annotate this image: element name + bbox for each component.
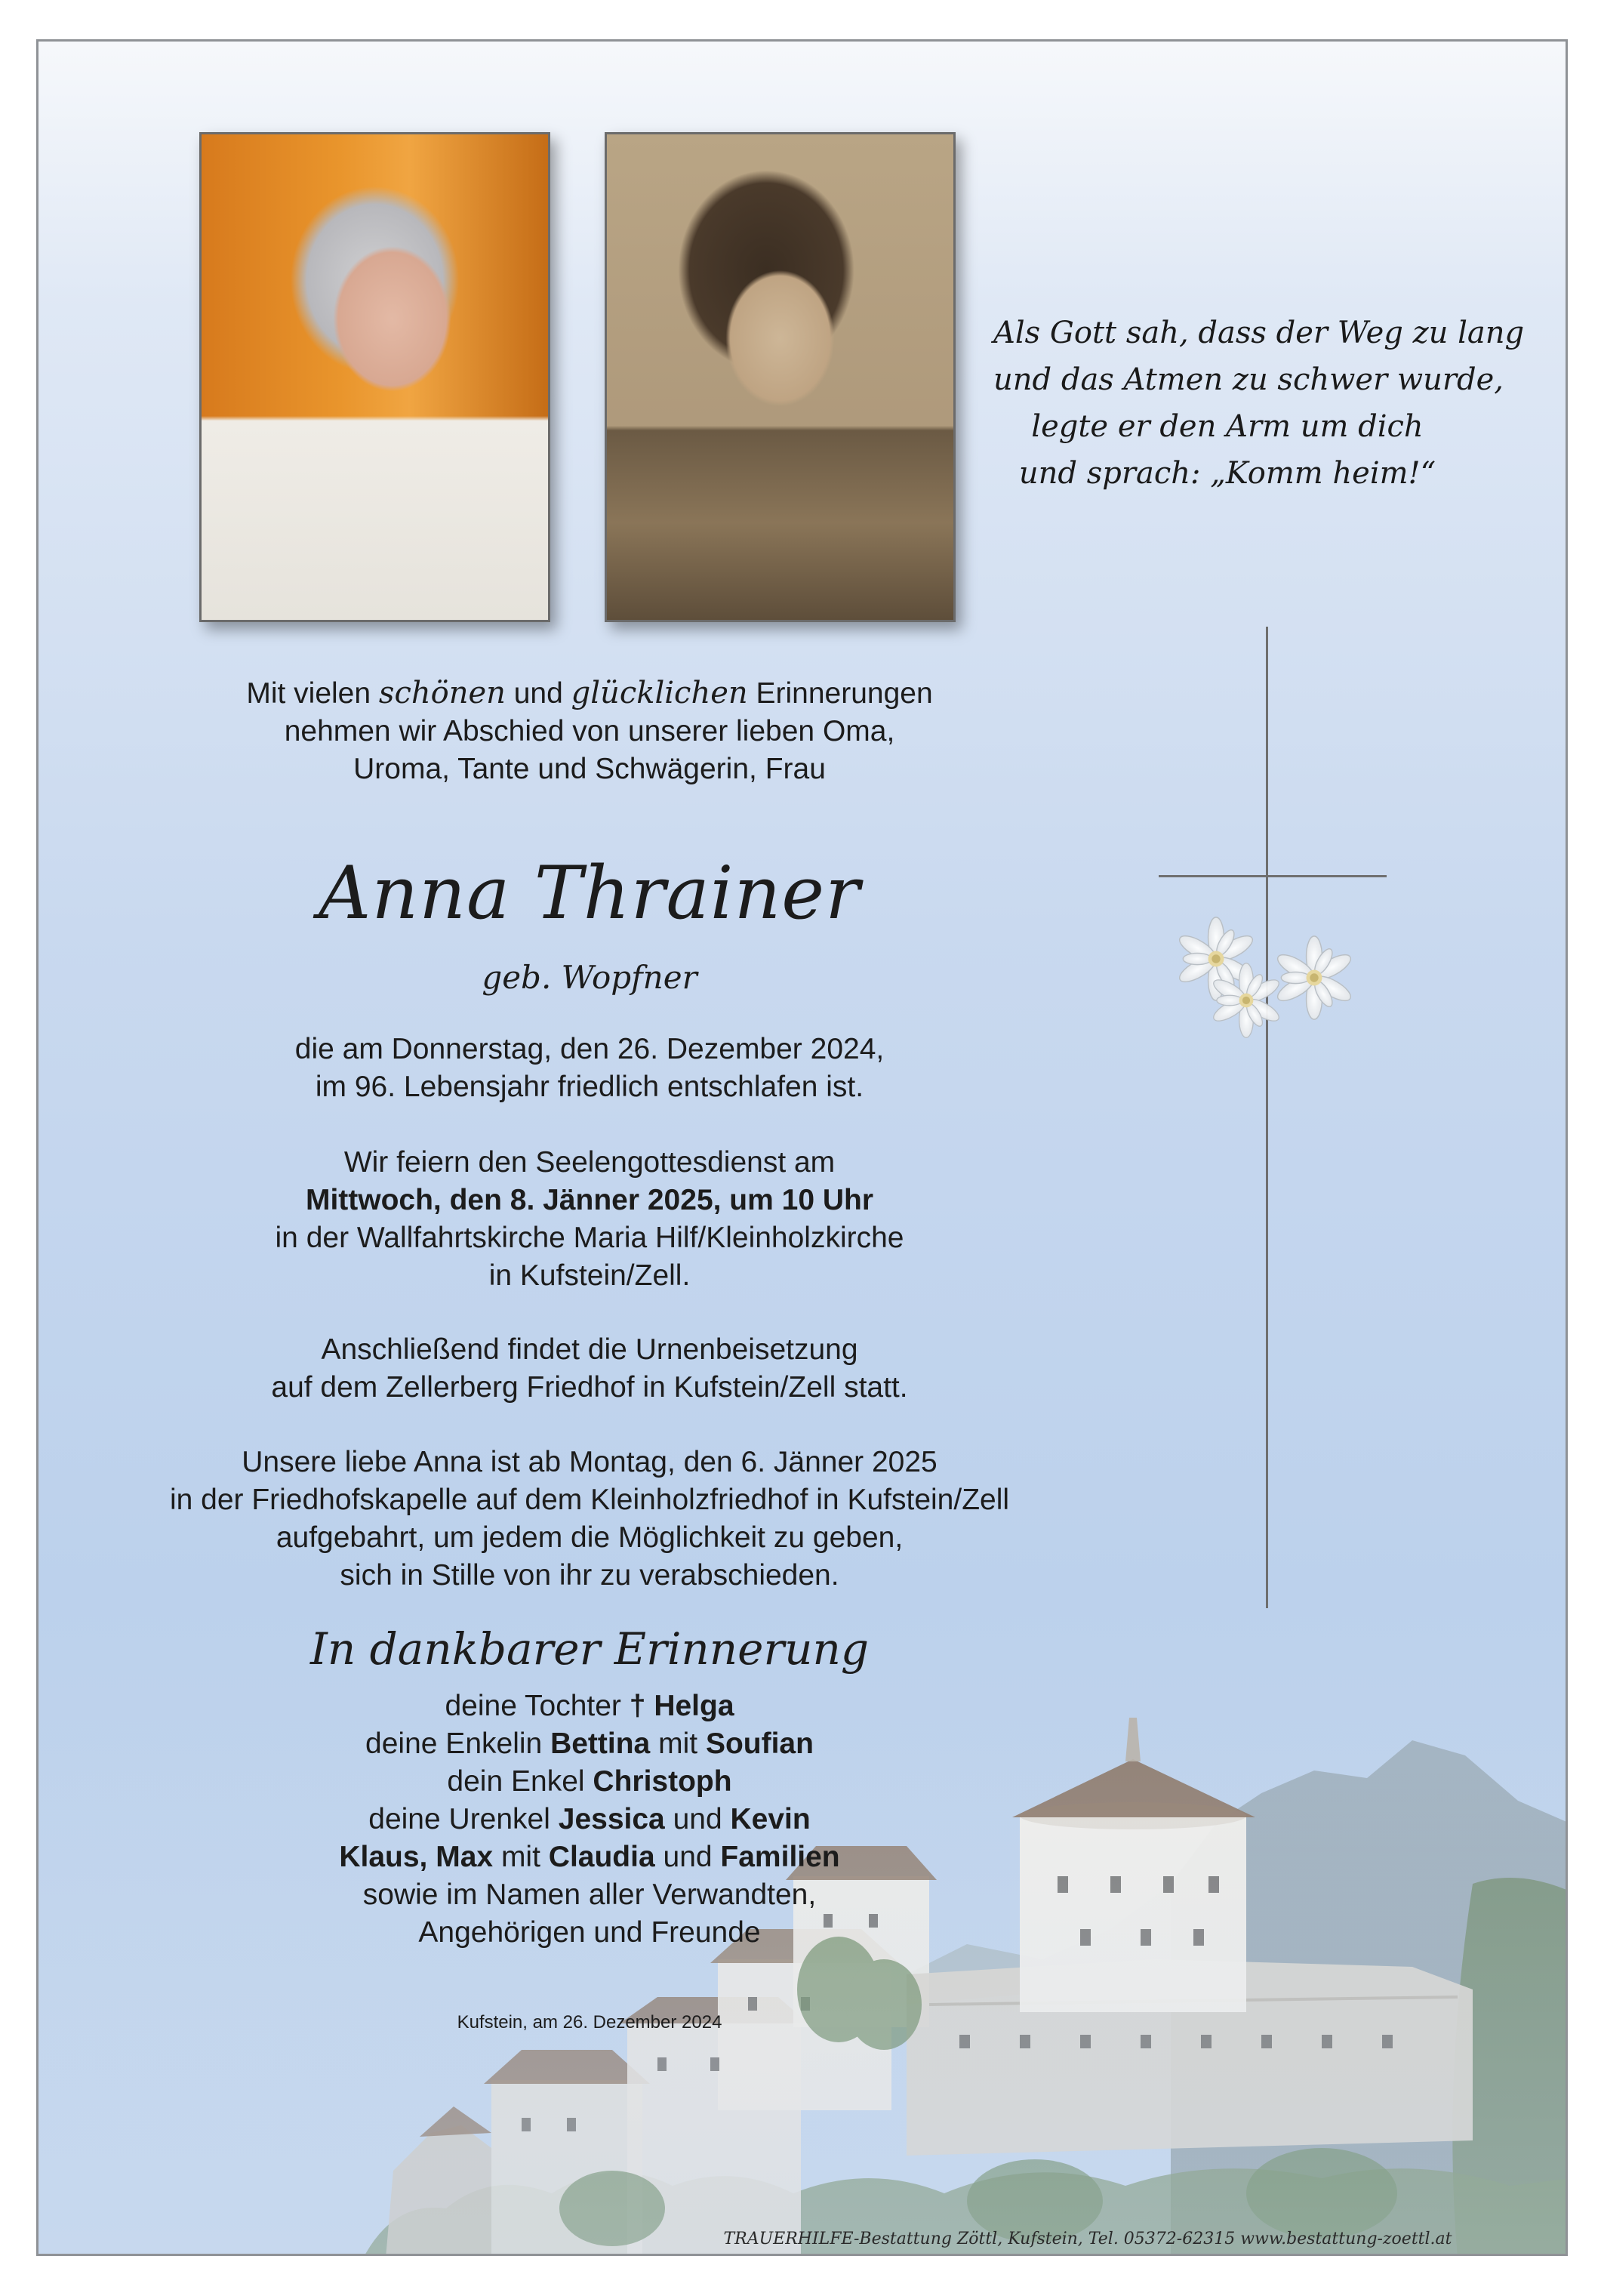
cross-vertical-bar <box>1266 627 1268 1608</box>
mourner-name: Jessica <box>558 1803 665 1835</box>
obituary-card <box>36 39 1568 2256</box>
death-paragraph <box>106 1031 1073 1106</box>
mourner-name: Klaus, Max <box>339 1841 494 1873</box>
service-line: in Kufstein/Zell. <box>488 1259 691 1292</box>
service-paragraph <box>106 1144 1073 1295</box>
viewing-line: aufgebahrt, um jedem die Möglichkeit zu geben, <box>276 1521 904 1554</box>
mourner-text: dein Enkel <box>447 1765 585 1798</box>
mourner-text: sowie im Namen aller Verwandten, <box>362 1878 817 1911</box>
mourner-text: Angehörigen und Freunde <box>418 1916 761 1949</box>
verse-line: legte er den Arm um dich <box>1031 409 1424 444</box>
mourner-name: Kevin <box>730 1803 811 1835</box>
intro-word: Erinnerungen <box>756 677 933 710</box>
viewing-line: sich in Stille von ihr zu verabschieden. <box>340 1559 839 1592</box>
mourners-heading: In dankbarer Erinnerung <box>309 1623 870 1675</box>
intro-emphasis: schönen <box>378 676 506 710</box>
service-line: in der Wallfahrtskirche Maria Hilf/Kleinholzkirche <box>275 1222 904 1254</box>
funeral-home-footer: TRAUERHILFE-Bestattung Zöttl, Kufstein, Tel. 05372-62315 www.bestattung-zoettl.at <box>723 2230 1452 2248</box>
birth-name: geb. Wopfner <box>482 959 697 996</box>
mourner-text: deine Enkelin <box>365 1727 543 1760</box>
burial-line: Anschließend findet die Urnenbeisetzung <box>321 1333 858 1366</box>
mourner-text: mit <box>500 1841 540 1873</box>
mourner-text: und <box>673 1803 722 1835</box>
mourner-name: Helga <box>654 1690 734 1722</box>
mourner-text: und <box>663 1841 713 1873</box>
service-datetime: Mittwoch, den 8. Jänner 2025, um 10 Uhr <box>305 1184 874 1216</box>
viewing-paragraph <box>106 1444 1073 1595</box>
memorial-verse <box>993 310 1525 497</box>
mourner-name: Bettina <box>550 1727 651 1760</box>
intro-line: nehmen wir Abschied von unserer lieben Oma, <box>284 715 895 747</box>
intro-emphasis: glücklichen <box>571 676 748 710</box>
cross-symbol-icon: † <box>629 1690 646 1722</box>
mourner-text: mit <box>658 1727 698 1760</box>
deceased-name: Anna Thrainer <box>319 851 861 935</box>
burial-line: auf dem Zellerberg Friedhof in Kufstein/Zell statt. <box>271 1371 908 1404</box>
mourner-name: Claudia <box>548 1841 655 1873</box>
mourner-text: deine Urenkel <box>368 1803 550 1835</box>
intro-line: Uroma, Tante und Schwägerin, Frau <box>353 753 826 785</box>
cross-horizontal-bar <box>1159 875 1387 877</box>
viewing-line: Unsere liebe Anna ist ab Montag, den 6. Jänner 2025 <box>242 1446 938 1478</box>
mourners-list <box>106 1687 1073 1952</box>
intro-word: und <box>513 677 563 710</box>
viewing-line: in der Friedhofskapelle auf dem Kleinholzfriedhof in Kufstein/Zell <box>169 1484 1010 1516</box>
mourner-text: deine Tochter <box>445 1690 621 1722</box>
verse-line: und sprach: „Komm heim!“ <box>1018 456 1436 491</box>
death-line: im 96. Lebensjahr friedlich entschlafen ist. <box>315 1071 864 1103</box>
verse-line: Als Gott sah, dass der Weg zu lang <box>993 316 1525 350</box>
verse-line: und das Atmen zu schwer wurde, <box>993 362 1504 397</box>
burial-paragraph <box>106 1331 1073 1407</box>
intro-word: Mit vielen <box>246 677 371 710</box>
mourner-name: Christoph <box>593 1765 732 1798</box>
place-date: Kufstein, am 26. Dezember 2024 <box>457 2012 722 2032</box>
intro-text <box>106 674 1073 788</box>
service-line: Wir feiern den Seelengottesdienst am <box>343 1146 836 1179</box>
portrait-young-photo <box>605 132 956 622</box>
edelweiss-flowers-icon <box>1163 902 1375 1053</box>
death-line: die am Donnerstag, den 26. Dezember 2024, <box>294 1033 885 1065</box>
mourner-name: Familien <box>720 1841 840 1873</box>
mourner-name: Soufian <box>705 1727 814 1760</box>
portrait-elderly-photo <box>199 132 550 622</box>
